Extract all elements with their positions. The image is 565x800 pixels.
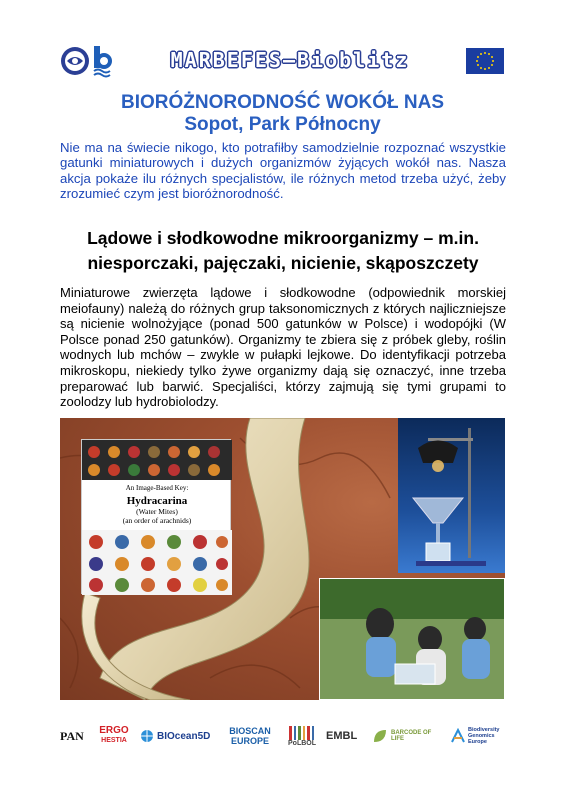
biocean5d-label: BIOcean5D: [157, 730, 211, 742]
europe-label: EUROPE: [230, 736, 269, 746]
pan-logo: [60, 718, 90, 754]
bioscan-label: BIOSCAN: [229, 726, 271, 736]
polbol-label: PoLBOL: [288, 739, 316, 747]
bge-label: Biodiversity Genomics Europe: [468, 727, 500, 745]
partner-logos: [60, 718, 506, 754]
leaf-icon: [372, 728, 388, 744]
globe-icon: [140, 729, 154, 743]
book-title: Hydracarina: [126, 495, 188, 507]
biocean5d-logo: [140, 718, 220, 754]
intro-paragraph: Nie ma na świecie nikogo, kto potrafiłby samodzielnie rozpoznać wszystkie gatunki miniaturowych i dużych organizmów żyjących wokół nas. Nasza akcja pokaże ilu różnych specjalistów, ile różnych metod trzeba użyć, żeby zrozumieć czym jest bioróżnorodność.: [60, 140, 506, 202]
section-title-line-1: Lądowe i słodkowodne mikroorganizmy – m.in.: [87, 228, 479, 248]
embl-logo: [326, 718, 366, 754]
section-title: [60, 226, 506, 276]
barcode-of-life-logo: [372, 718, 442, 754]
funnel-trap-illustration: [398, 418, 505, 573]
ergo-hestia-logo: [94, 718, 134, 754]
biodiversity-genomics-europe-logo: [450, 718, 506, 754]
mite-thumbnails-top: [82, 440, 232, 480]
book-line-1: (Water Mites): [136, 507, 178, 516]
barcode-of-life-label: BARCODE OF LIFE: [391, 730, 432, 742]
pan-logo-label: PAN: [60, 728, 84, 743]
hestia-logo-label: HESTIA: [101, 737, 127, 744]
embl-label: EMBL: [326, 730, 358, 742]
bioscan-europe-logo: [224, 718, 276, 754]
body-paragraph: Miniaturowe zwierzęta lądowe i słodkowodne (odpowiednik morskiej meiofauny) należą do różnych grup taksonomicznych z których najliczniejsze są nicienie wolnożyjące (ponad 500 gatunków w Polsce) i wodopójki (W Polsce ponad 250 gatunków). Organizmy te zbiera się z próbek gleby, roślin wodnych lub mchów – zwykle w pułapki lejkowe. Do identyfikacji potrzeba mikroskopu, niekiedy tylko żywe organizmy dają się oznaczyć, inne trzeba preparować lub barwić. Specjaliści, którzy zajmują się tymi grupami to zoolodzy lub hydrobiolodzy.: [60, 285, 506, 410]
book-title-block: [82, 484, 232, 525]
mite-thumbnails-bottom: [82, 530, 232, 595]
barcode-stripes-icon: [289, 726, 315, 740]
heading-line-1: BIORÓŻNORODNOŚĆ WOKÓŁ NAS: [121, 92, 444, 113]
ergo-logo-label: ERGO: [99, 725, 129, 736]
eu-flag-icon: [466, 48, 504, 74]
institute-seal-icon: [60, 46, 90, 76]
heading-line-2: Sopot, Park Północny: [184, 114, 381, 135]
funnel-trap-photo: [398, 418, 505, 573]
book-line-2: (an order of arachnids): [122, 516, 192, 525]
polbol-logo: [282, 718, 322, 754]
header: [0, 42, 565, 82]
banner-title: MARBEFES–Bioblitz: [170, 48, 410, 72]
main-heading: [60, 92, 505, 136]
bge-mark-icon: [450, 728, 466, 744]
section-title-line-2: niesporczaki, pajęczaki, nicienie, skąposzczety: [87, 253, 479, 273]
b-logo-icon: [92, 44, 114, 78]
book-subtitle: An Image-Based Key:: [125, 484, 189, 492]
hydracarina-book-cover: [81, 439, 231, 594]
field-sampling-illustration: [320, 579, 505, 700]
field-sampling-photo: [319, 578, 505, 700]
